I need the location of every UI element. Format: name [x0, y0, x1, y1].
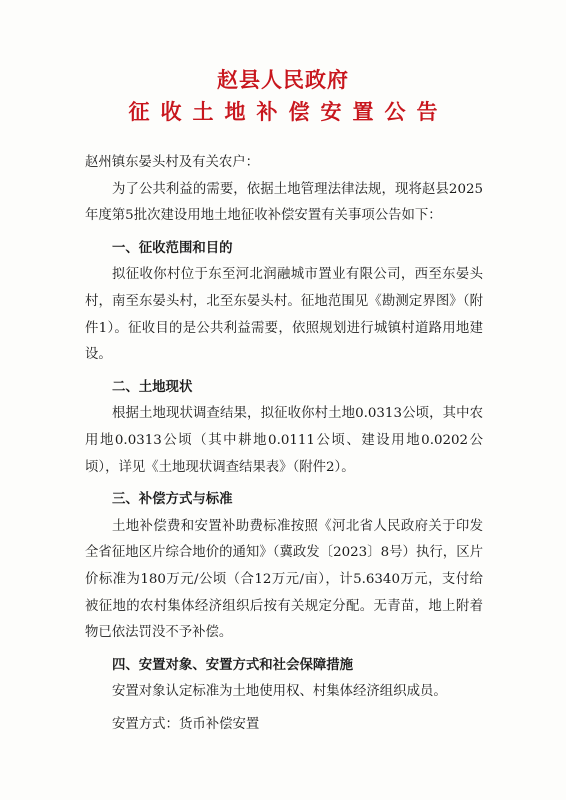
section-paragraph-compensation: 土地补偿费和安置补助费标准按照《河北省人民政府关于印发全省征地区片综合地价的通知》（冀政发〔2023〕8号）执行，区片价标准为180万元/公顷（合12万元/亩），计5.6340万元，支付给被征地的农村集体经济组织后按有关规定分配。无青苗，地上附着物已依法罚没不予补偿。 — [85, 518, 483, 641]
salutation: 赵州镇东晏头村及有关农户： — [85, 155, 260, 170]
section-paragraph-scope: 拟征收你村位于东至河北润融城市置业有限公司，西至东晏头村，南至东晏头村，北至东晏头村。征地范围见《勘测定界图》（附件1）。征收目的是公共利益需要，依照规划进行城镇村道路用地建设。 — [85, 267, 483, 363]
notice-body — [85, 150, 483, 738]
section-heading-compensation: 三、补偿方式与标准 — [112, 492, 233, 508]
section-heading-land-status: 二、土地现状 — [112, 379, 193, 395]
section-heading-resettlement: 四、安置对象、安置方式和社会保障措施 — [112, 657, 354, 673]
section-paragraph-resettlement-method: 安置方式：货币补偿安置 — [112, 716, 260, 732]
intro-paragraph: 为了公共利益的需要，依据土地管理法律法规，现将赵县2025年度第5批次建设用地土地征收补偿安置有关事项公告如下： — [85, 181, 483, 224]
issuer-title: 赵县人民政府 — [217, 67, 349, 92]
section-paragraph-land-status: 根据土地现状调查结果，拟征收你村土地0.0313公顷，其中农用地0.0313公顷（其中耕地0.0111公顷、建设用地0.0202公顷），详见《土地现状调查结果表》（附件2）。 — [85, 406, 483, 475]
section-paragraph-resettlement-target: 安置对象认定标准为土地使用权、村集体经济组织成员。 — [112, 684, 447, 700]
notice-title: 征收土地补偿安置公告 — [128, 99, 449, 124]
section-heading-scope: 一、征收范围和目的 — [112, 240, 233, 256]
